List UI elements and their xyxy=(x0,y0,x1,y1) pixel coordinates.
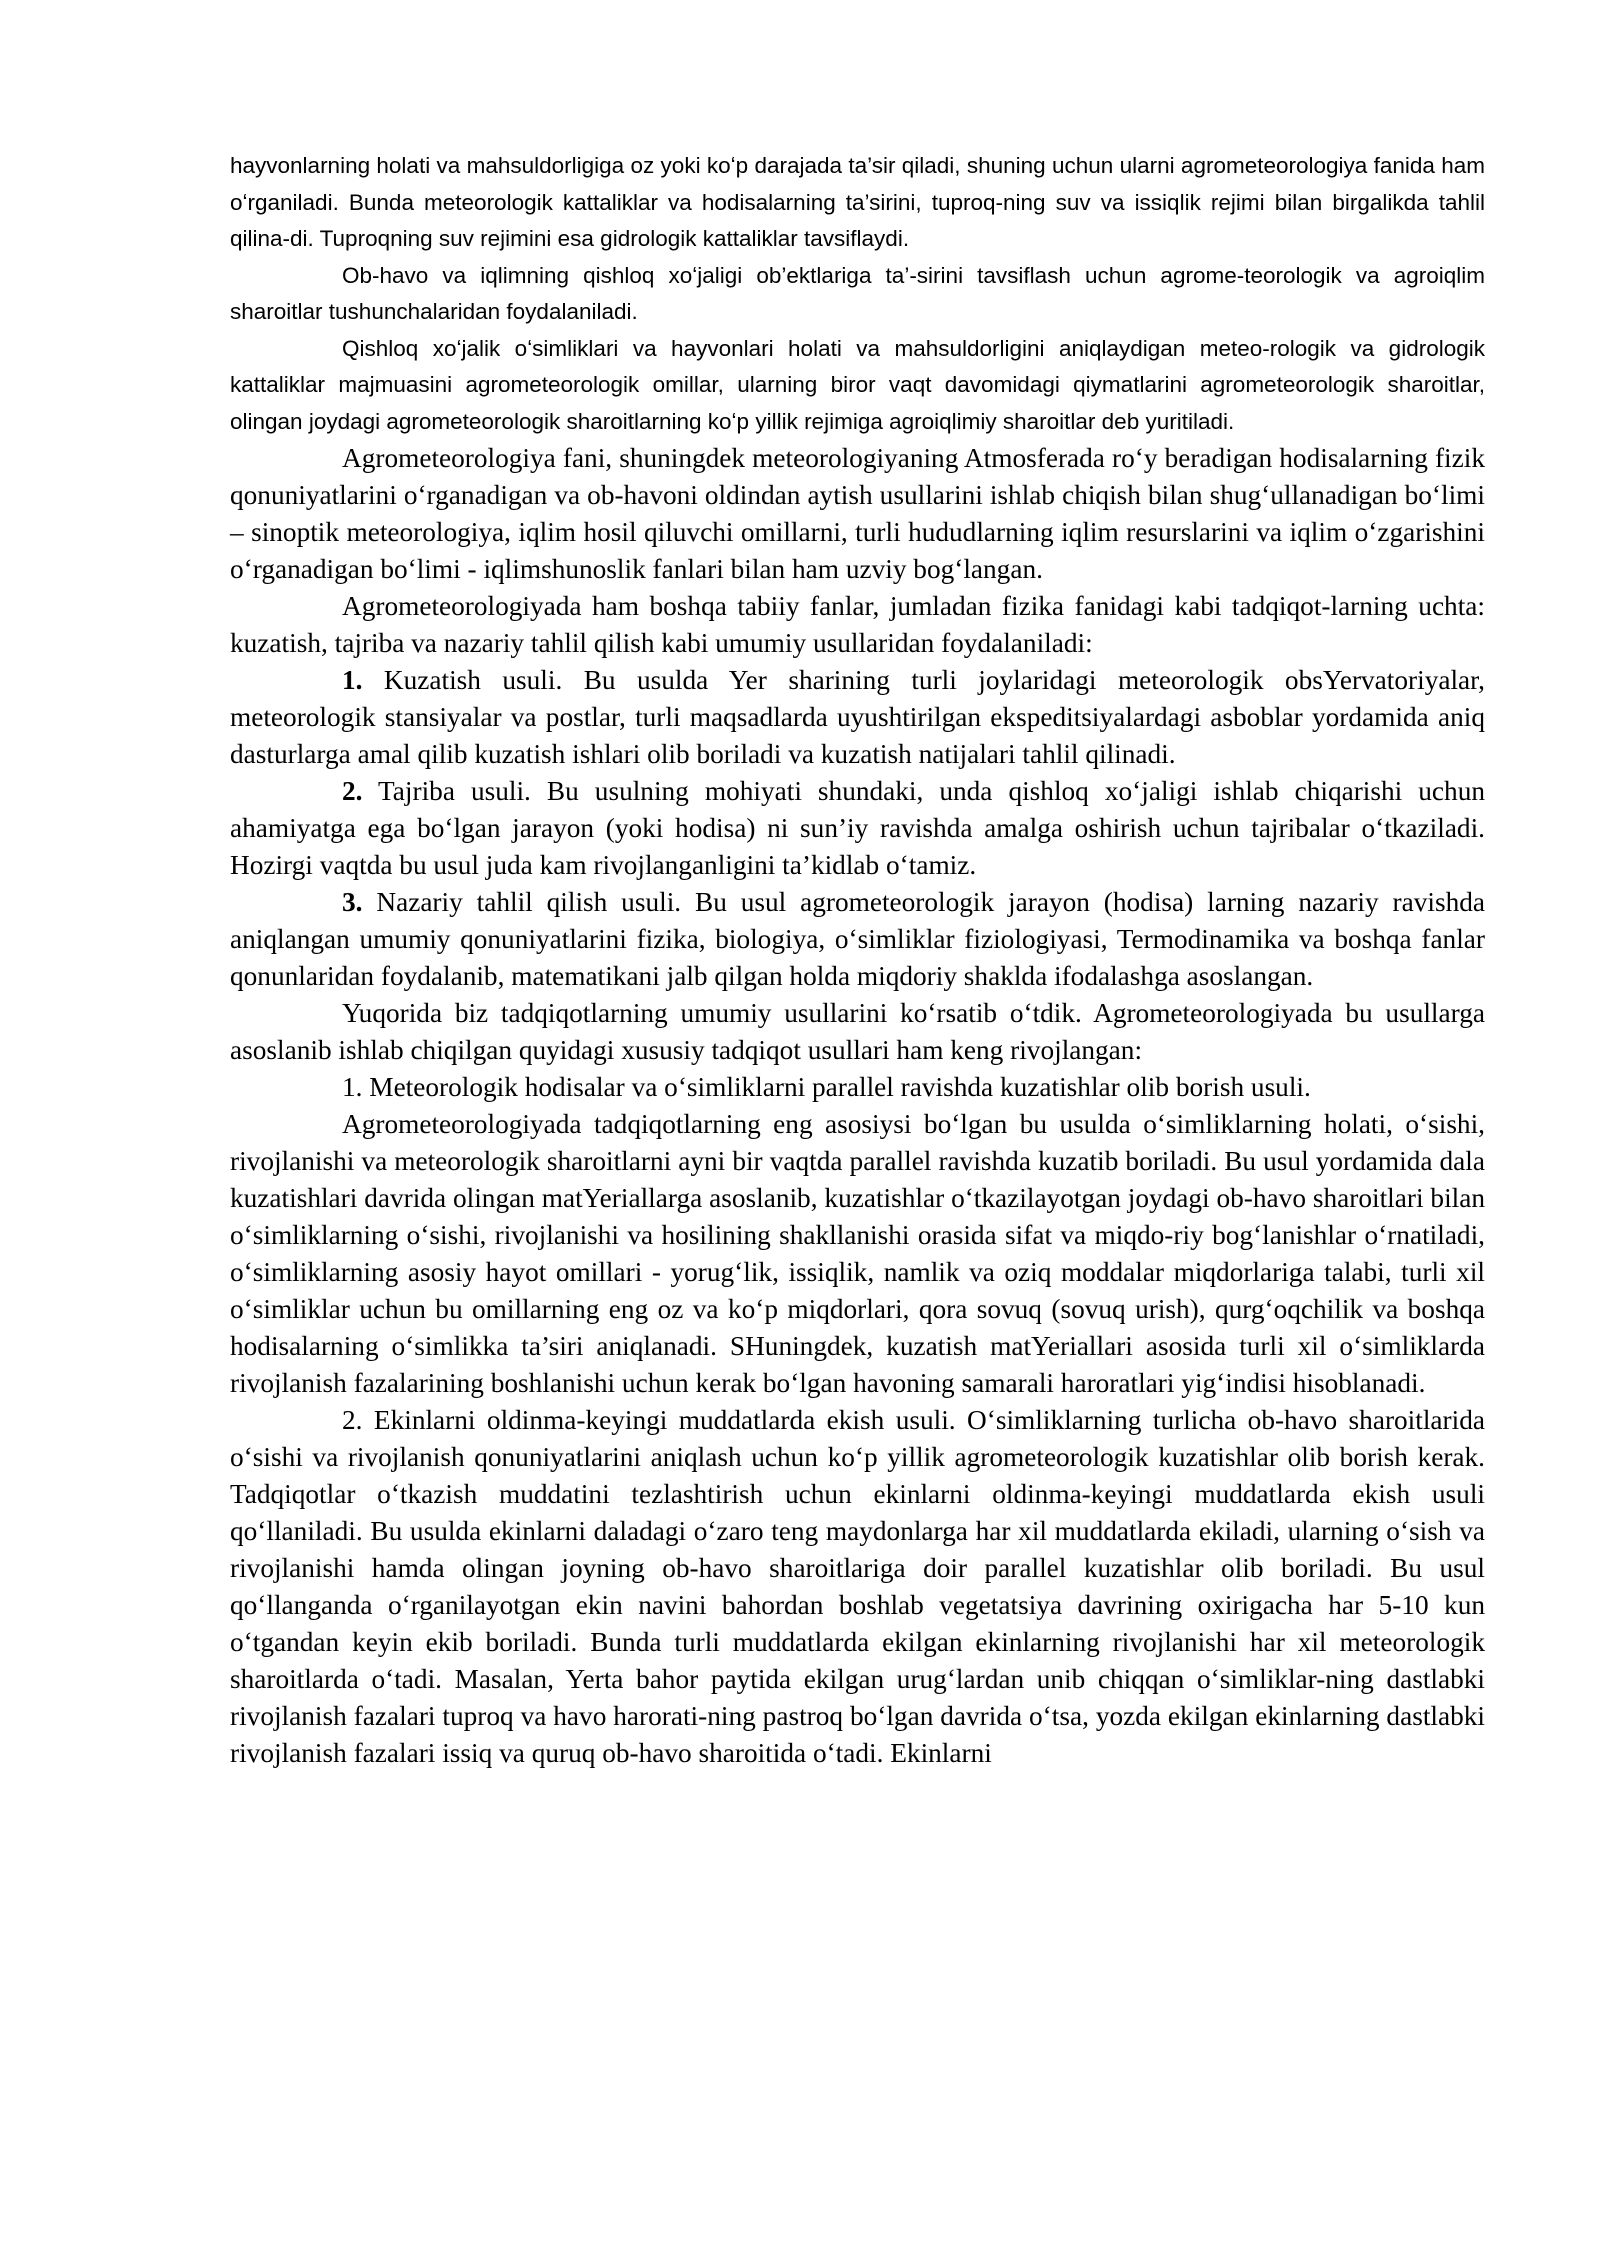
method-item-3 xyxy=(230,884,1485,995)
paragraph-intro-1: Agrometeorologiya fani, shuningdek meteorologiyaning Atmosferada ro‘y beradigan hodisalarning fizik qonuniyatlarini o‘rganadigan va ob-havoni oldindan aytish usullarini ishlab chiqish bilan shug‘ullanadigan bo‘limi – sinoptik meteorologiya, iqlim hosil qiluvchi omillarni, turli hududlarning iqlim resurslarini va iqlim o‘zgarishini o‘rganadigan bo‘limi - iqlimshunoslik fanlari bilan ham uzviy bog‘langan. xyxy=(230,443,1485,584)
paragraph-sans-3: Qishloq xoʻjalik oʻsimliklari va hayvonlari holati va mahsuldorligini aniqlaydigan meteo-rologik va gidrologik kattaliklar majmuasini agrometeorologik omillar, ularning biror vaqt davomidagi qiymatlarini agrometeorologik sharoitlar, olingan joydagi agrometeorologik sharoitlarning koʻp yillik rejimiga agroiqlimiy sharoitlar deb yuritiladi. xyxy=(230,335,1485,434)
method-number: 1. xyxy=(342,665,363,695)
method-item-1 xyxy=(230,662,1485,773)
method-text: Tajriba usuli. Bu usulning mohiyati shundaki, unda qishloq xo‘jaligi ishlab chiqarishi uchun ahamiyatga ega bo‘lgan jarayon (yoki hodisa) ni sun’iy ravishda amalga oshirish uchun tajribalar o‘tkaziladi. Hozirgi vaqtda bu usul juda kam rivojlanganligini ta’kidlab o‘tamiz. xyxy=(230,776,1485,880)
method-text: Kuzatish usuli. Bu usulda Yer sharining turli joylaridagi meteorologik obsYervatoriyalar, meteorologik stansiyalar va postlar, turli maqsadlarda uyushtirilgan ekspeditsiyalardagi asboblar yordamida aniq dasturlarga amal qilib kuzatish ishlari olib boriladi va kuzatish natijalari tahlil qilinadi. xyxy=(230,665,1485,769)
paragraph-sans-1: hayvonlarning holati va mahsuldorligiga oz yoki koʻp darajada ta’sir qiladi, shuning uchun ularni agrometeorologiya fanida ham oʻrganiladi. Bunda meteorologik kattaliklar va hodisalarning ta’sirini, tuproq-ning suv va issiqlik rejimi bilan birgalikda tahlil qilina-di. Tuproqning suv rejimini esa gidrologik kattaliklar tavsiflaydi. xyxy=(230,153,1485,251)
method-number: 3. xyxy=(342,887,363,917)
method-item-2 xyxy=(230,773,1485,884)
method-number: 2. xyxy=(342,776,363,806)
paragraph-body-4: 2. Ekinlarni oldinma-keyingi muddatlarda ekish usuli. O‘simliklarning turlicha ob-havo sharoitlarida o‘sishi va rivojlanish qonuniyatlarini aniqlash uchun ko‘p yillik agrometeorologik kuzatishlar olib borish kerak. Tadqiqotlar o‘tkazish muddatini tezlashtirish uchun ekinlarni oldinma-keyingi muddatlarda ekish usuli qo‘llaniladi. Bu usulda ekinlarni daladagi o‘zaro teng maydonlarga har xil muddatlarda ekiladi, ularning o‘sish va rivojlanishi hamda olingan joyning ob-havo sharoitlariga doir parallel kuzatishlar olib boriladi. Bu usul qo‘llanganda o‘rganilayotgan ekin navini bahordan boshlab vegetatsiya davrining oxirigacha har 5-10 kun o‘tgandan keyin ekib boriladi. Bunda turli muddatlarda ekilgan ekinlarning rivojlanishi har xil meteorologik sharoitlarda o‘tadi. Masalan, Yerta bahor paytida ekilgan urug‘lardan unib chiqqan o‘simliklar-ning dastlabki rivojlanish fazalari tuproq va havo harorati-ning pastroq bo‘lgan davrida o‘tsa, yozda ekilgan ekinlarning dastlabki rivojlanish fazalari issiq va quruq ob-havo sharoitida o‘tadi. Ekinlarni xyxy=(230,1405,1485,1768)
paragraph-body-1: Yuqorida biz tadqiqotlarning umumiy usullarini ko‘rsatib o‘tdik. Agrometeorologiyada bu usullarga asoslanib ishlab chiqilgan quyidagi xususiy tadqiqot usullari ham keng rivojlangan: xyxy=(230,998,1485,1065)
paragraph-body-2: 1. Meteorologik hodisalar va o‘simliklarni parallel ravishda kuzatishlar olib borish usuli. xyxy=(342,1072,1311,1102)
paragraph-intro-2: Agrometeorologiyada ham boshqa tabiiy fanlar, jumladan fizika fanidagi kabi tadqiqot-larning uchta: kuzatish, tajriba va nazariy tahlil qilish kabi umumiy usullaridan foydalaniladi: xyxy=(230,591,1485,658)
paragraph-sans-2: Ob-havo va iqlimning qishloq xoʻjaligi ob’ektlariga ta’-sirini tavsiflash uchun agrome-teorologik va agroiqlim sharoitlar tushunchalaridan foydalaniladi. xyxy=(230,262,1485,324)
document-page xyxy=(230,148,1485,1772)
method-text: Nazariy tahlil qilish usuli. Bu usul agrometeorologik jarayon (hodisa) larning nazariy ravishda aniqlangan umumiy qonuniyatlarini fizika, biologiya, o‘simliklar fiziologiyasi, Termodinamika va boshqa fanlar qonunlaridan foydalanib, matematikani jalb qilgan holda miqdoriy shaklda ifodalashga asoslangan. xyxy=(230,887,1485,991)
paragraph-body-3: Agrometeorologiyada tadqiqotlarning eng asosiysi bo‘lgan bu usulda o‘simliklarning holati, o‘sishi, rivojlanishi va meteorologik sharoitlarni ayni bir vaqtda parallel ravishda kuzatib boriladi. Bu usul yordamida dala kuzatishlari davrida olingan matYeriallarga asoslanib, kuzatishlar o‘tkazilayotgan joydagi ob-havo sharoitlari bilan o‘simliklarning o‘sishi, rivojlanishi va hosilining shakllanishi orasida sifat va miqdo-riy bog‘lanishlar o‘rnatiladi, o‘simliklarning asosiy hayot omillari - yorug‘lik, issiqlik, namlik va oziq moddalar miqdorlariga talabi, turli xil o‘simliklar uchun bu omillarning eng oz va ko‘p miqdorlari, qora sovuq (sovuq urish), qurg‘oqchilik va boshqa hodisalarning o‘simlikka ta’siri aniqlanadi. SHuningdek, kuzatish matYeriallari asosida turli xil o‘simliklarda rivojlanish fazalarining boshlanishi uchun kerak bo‘lgan havoning samarali haroratlari yig‘indisi hisoblanadi. xyxy=(230,1109,1485,1398)
